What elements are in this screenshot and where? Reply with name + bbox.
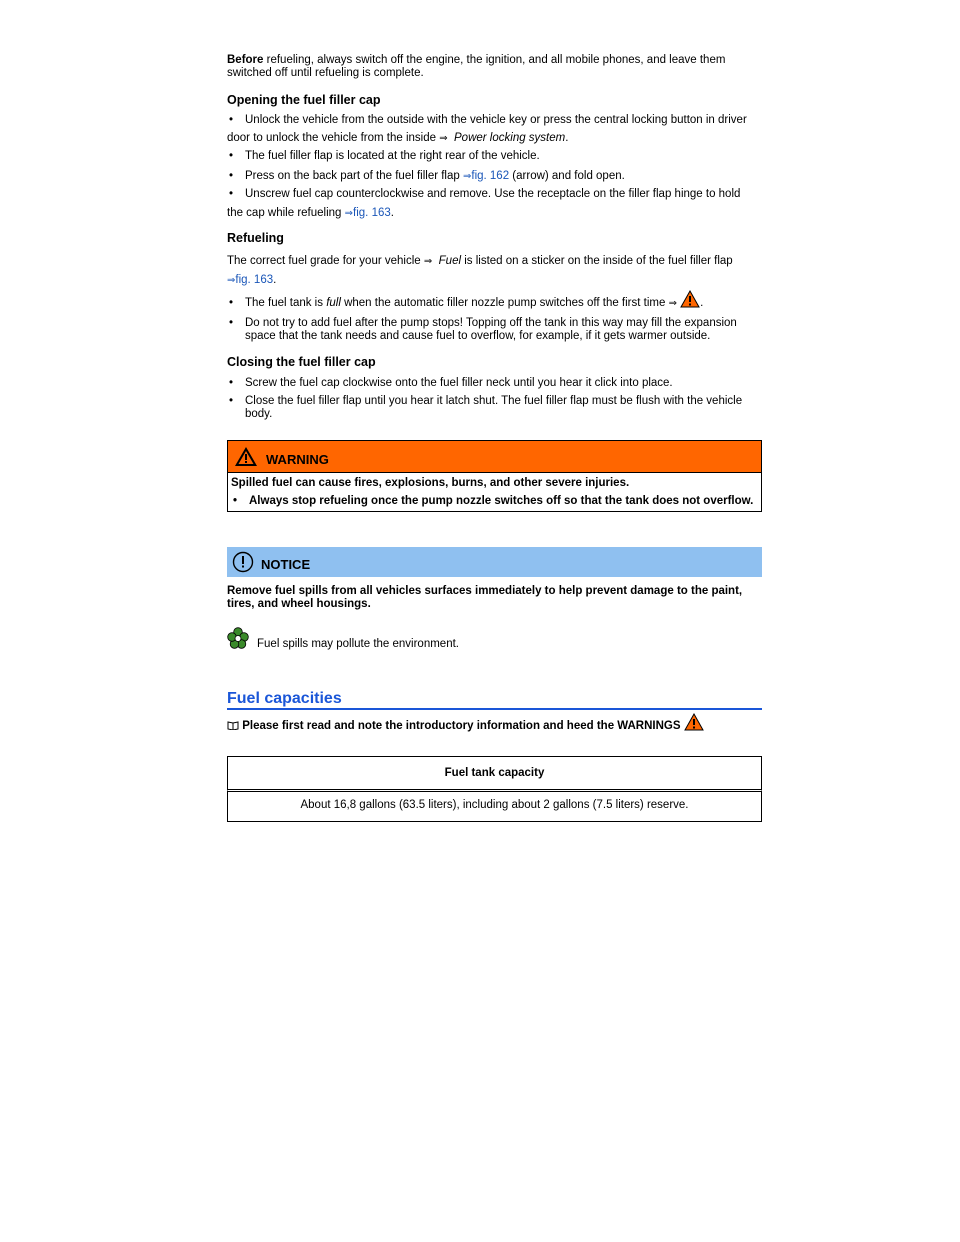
bullet-dot: •	[229, 114, 234, 126]
environment-text: Fuel spills may pollute the environment.	[257, 638, 459, 650]
warning-triangle-icon	[234, 446, 258, 467]
heading-rule	[227, 708, 762, 710]
link-fig-163-b[interactable]: fig. 163	[235, 274, 274, 286]
notice-box	[227, 547, 762, 611]
capacities-heading: Fuel capacities	[227, 690, 342, 707]
link-fig-163[interactable]: fig. 163	[353, 207, 391, 219]
link-fig-162[interactable]: fig. 162	[471, 170, 510, 182]
opening-bullet-1: • Unlock the vehicle from the outside with the vehicle key or press the central locking button in driver	[229, 114, 747, 126]
opening-bullet-4-cont: the cap while refueling ⇒fig. 163.	[227, 207, 394, 219]
ref-arrow: ⇒	[439, 133, 448, 144]
warning-header	[228, 441, 761, 473]
capacities-intro	[227, 720, 762, 732]
table-header-cell: Fuel tank capacity	[444, 767, 545, 779]
notice-text: Remove fuel spills from all vehicles surfaces immediately to help prevent damage to the paint, tires, and wheel housings.	[227, 585, 743, 610]
warning-label: WARNING	[266, 452, 329, 467]
ref-fuel[interactable]: Fuel	[438, 255, 462, 267]
opening-bullet-2: • The fuel filler flap is located at the right rear of the vehicle.	[229, 150, 540, 162]
refueling-bullet-2: • Do not try to add fuel after the pump stops! Topping off the tank in this way may fill the expansion space that the tank needs and cause fuel to overflow, for example, if it gets warmer outside.	[229, 317, 737, 342]
warning-body: Spilled fuel can cause fires, explosions, burns, and other severe injuries. • Always stop refueling once the pump nozzle switches off so that the tank does not overflow.	[228, 473, 761, 511]
refueling-bullet-1: • The fuel tank is full when the automatic filler nozzle pump switches off the first time ⇒ .	[227, 297, 762, 310]
ref-power-locking[interactable]: Power locking system	[454, 132, 566, 144]
environment-flower-icon	[227, 627, 249, 649]
opening-bullet-1-cont: door to unlock the vehicle from the inside ⇒ Power locking system.	[227, 132, 569, 144]
closing-bullet-2: • Close the fuel filler flap until you hear it latch shut. The fuel filler flap must be flush with the vehicle body.	[229, 395, 743, 420]
opening-bullet-4: • Unscrew fuel cap counterclockwise and remove. Use the receptacle on the filler flap hinge to hold	[229, 188, 741, 200]
warning-triangle-icon[interactable]	[684, 713, 704, 731]
refueling-paragraph: The correct fuel grade for your vehicle ⇒ Fuel is listed on a sticker on the inside of the fuel filler flap	[227, 255, 733, 267]
capacity-table-header	[227, 756, 762, 790]
notice-exclamation-icon	[232, 551, 254, 573]
capacities-intro-text: Please first read and note the introductory information and heed the WARNINGS	[242, 720, 681, 732]
closing-bullet-1: • Screw the fuel cap clockwise onto the fuel filler neck until you hear it click into place.	[229, 377, 673, 389]
intro-paragraph	[227, 54, 762, 80]
opening-bullet-3: • Press on the back part of the fuel filler flap ⇒fig. 162 (arrow) and fold open.	[229, 170, 625, 182]
capacity-table-row	[227, 789, 762, 822]
notice-label: NOTICE	[261, 557, 311, 572]
book-icon	[227, 720, 239, 730]
intro-text: refueling, always switch off the engine, the ignition, and all mobile phones, and leave them switched off until refueling is complete.	[227, 54, 726, 79]
notice-header	[227, 547, 762, 577]
environment-note	[227, 627, 762, 655]
warning-line: Spilled fuel can cause fires, explosions, burns, and other severe injuries.	[231, 477, 630, 489]
table-value-cell: About 16,8 gallons (63.5 liters), including about 2 gallons (7.5 liters) reserve.	[300, 799, 689, 811]
refueling-paragraph-cont: ⇒fig. 163.	[227, 274, 277, 286]
opening-heading: Opening the fuel filler cap	[227, 93, 381, 107]
intro-bold: Before	[227, 54, 264, 66]
refueling-heading: Refueling	[227, 231, 284, 245]
closing-heading: Closing the fuel filler cap	[227, 355, 376, 369]
warning-box	[227, 440, 762, 512]
warning-triangle-icon[interactable]	[680, 290, 700, 308]
warning-bullet: Always stop refueling once the pump nozzle switches off so that the tank does not overflow.	[249, 495, 754, 507]
